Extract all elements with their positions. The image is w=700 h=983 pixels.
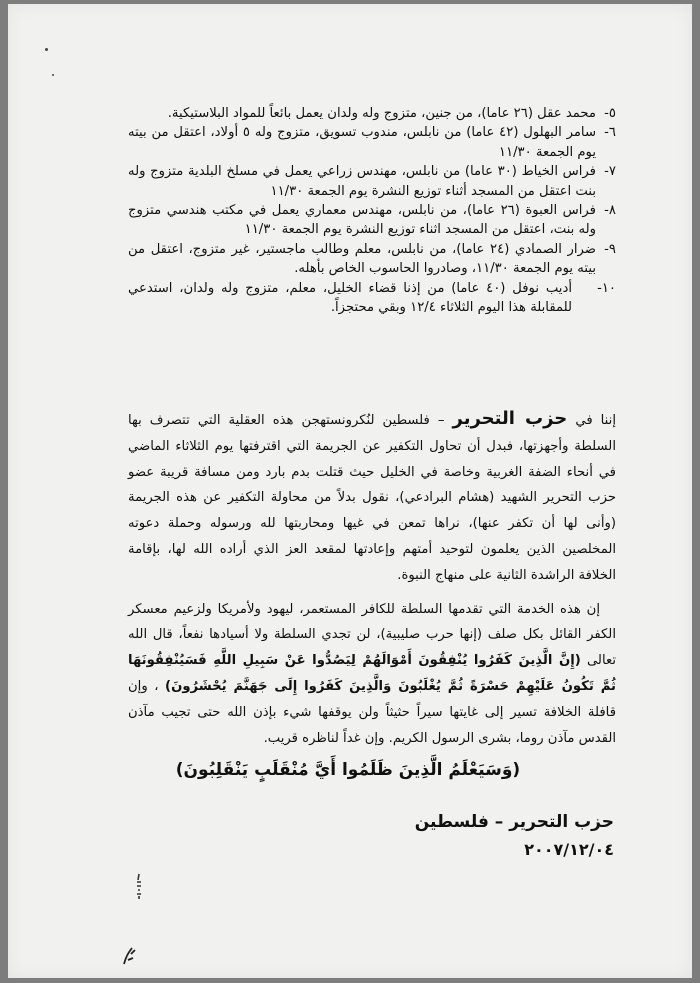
closing-verse: (وَسَيَعْلَمُ الَّذِينَ ظَلَمُوا أَيَّ مُنْقَلَبٍ يَنْقَلِبُونَ) [175,760,521,780]
list-item-text: أديب نوفل (٤٠ عاما) من إذنا قضاء الخليل، معلم، متزوج وله ولدان، استدعي للمقابلة هذا اليوم الثلاثاء ١٢/٤ وبقي محتجزاً. [128,280,572,316]
party-name: حزب التحرير [452,408,568,429]
signature-date: ٢٠٠٧/١٢/٠٤ [524,840,614,859]
document-page [8,4,692,978]
quran-quote: (إِنَّ الَّذِينَ كَفَرُوا يُنْفِقُونَ أَمْوَالَهُمْ لِيَصُدُّوا عَنْ سَبِيلِ اللَّهِ فَسَيُنْفِقُونَهَا ثُمَّ تَكُونُ عَلَيْهِمْ حَسْرَةً ثُمَّ يُغْلَبُونَ وَالَّذِينَ كَفَرُوا إِلَى جَهَنَّمَ يُحْشَرُونَ) [128,653,616,694]
scan-speck [45,48,48,51]
list-item-text: فراس الخياط (٣٠ عاما) من نابلس، مهندس زراعي يعمل في مسلخ البلدية متزوج وله بنت اعتقل من المسجد أثناء توزيع النشرة يوم الجمعة ١١/٣٠ [128,164,596,199]
scan-speck [52,74,54,76]
paragraph-text: إن هذه الخدمة التي تقدمها السلطة للكافر المستعمر، ليهود ولأمريكا ولزعيم معسكر الكفر القائل بكل صلف (إنها حرب صليبية)، لن تجدي السلطة ولا أسيادها نفعاً، قال الله تعالى [128,601,616,669]
paragraph-text: – فلسطين لنُكرونستهجن هذه العقلية التي تتصرف بها السلطة وأجهزتها، فبدل أن تحاول التكفير عن الجريمة التي اقترفتها يوم الثلاثاء الماضي في أنحاء الضفة الغربية وخاصة في الخليل حيث قتلت بدم بارد ومن مسافة قريبة عضو حزب التحرير الشهيد (هشام البرادعي)، نقول بدلاً من محاولة التكفير عن هذه الجريمة (وأنى لها أن تكفر عنها)، نراها تمعن في غيها ومحاربتها لله ورسوله وحملة دعوته المخلصين الذين يعلمون لتوحيد أمتهم وإعادتها لمقعد العز الذي أراده الله لها، بإقامة الخلافة الراشدة الثانية على منهاج النبوة. [128,413,616,583]
list-item-number: ٨- [604,203,616,219]
statement-paragraph [128,406,616,589]
pen-mark-icon [120,942,140,968]
statement-paragraph [128,597,616,752]
list-item-text: فراس العبوة (٢٦ عاما)، من نابلس، مهندس معماري يعمل في مكتب هندسي متزوج وله بنت، اعتقل من المسجد اثناء توزيع النشرة يوم الجمعة ١١/٣٠ [128,203,596,238]
detainee-list [128,104,616,317]
list-item [128,104,616,123]
list-item [128,123,616,162]
list-item-number: ٦- [604,125,616,141]
list-item-number: ٩- [604,241,616,257]
list-item [128,279,616,318]
list-item-text: محمد عقل (٢٦ عاما)، من جنين، متزوج وله ولدان يعمل بائعاً للمواد البلاستيكية. [167,106,596,121]
punch-mark-icon [132,872,146,902]
signature-org: حزب التحرير – فلسطين [414,812,614,832]
statement-body [128,406,616,751]
list-item-number: ١٠- [597,280,616,296]
list-item-text: ضرار الصمادي (٢٤ عاما)، من نابلس، معلم وطالب ماجستير، غير متزوج، اعتقل من بيته يوم الجمعة ١١/٣٠، وصادروا الحاسوب الخاص بأهله. [128,241,596,277]
list-item [128,162,616,201]
list-item-number: ٧- [604,164,616,180]
signature-block [415,812,614,859]
paragraph-lead: إننا في [575,413,616,428]
list-item-number: ٥- [604,106,616,121]
list-item [128,201,616,240]
list-item-text: سامر البهلول (٤٢ عاما) من نابلس، مندوب تسويق، متزوج وله ٥ أولاد، اعتقل من بيته يوم الجمعة ١١/٣٠ [128,125,596,160]
list-item [128,240,616,279]
paragraph-text: ، وإن قافلة الخلافة تسير إلى غايتها سيراً حثيثاً ولن يوقفها شيء بإذن الله حتى تجيب مآذن القدس مآذن روما، بشرى الرسول الكريم. وإن غداً لناظره قريب. [128,678,616,746]
